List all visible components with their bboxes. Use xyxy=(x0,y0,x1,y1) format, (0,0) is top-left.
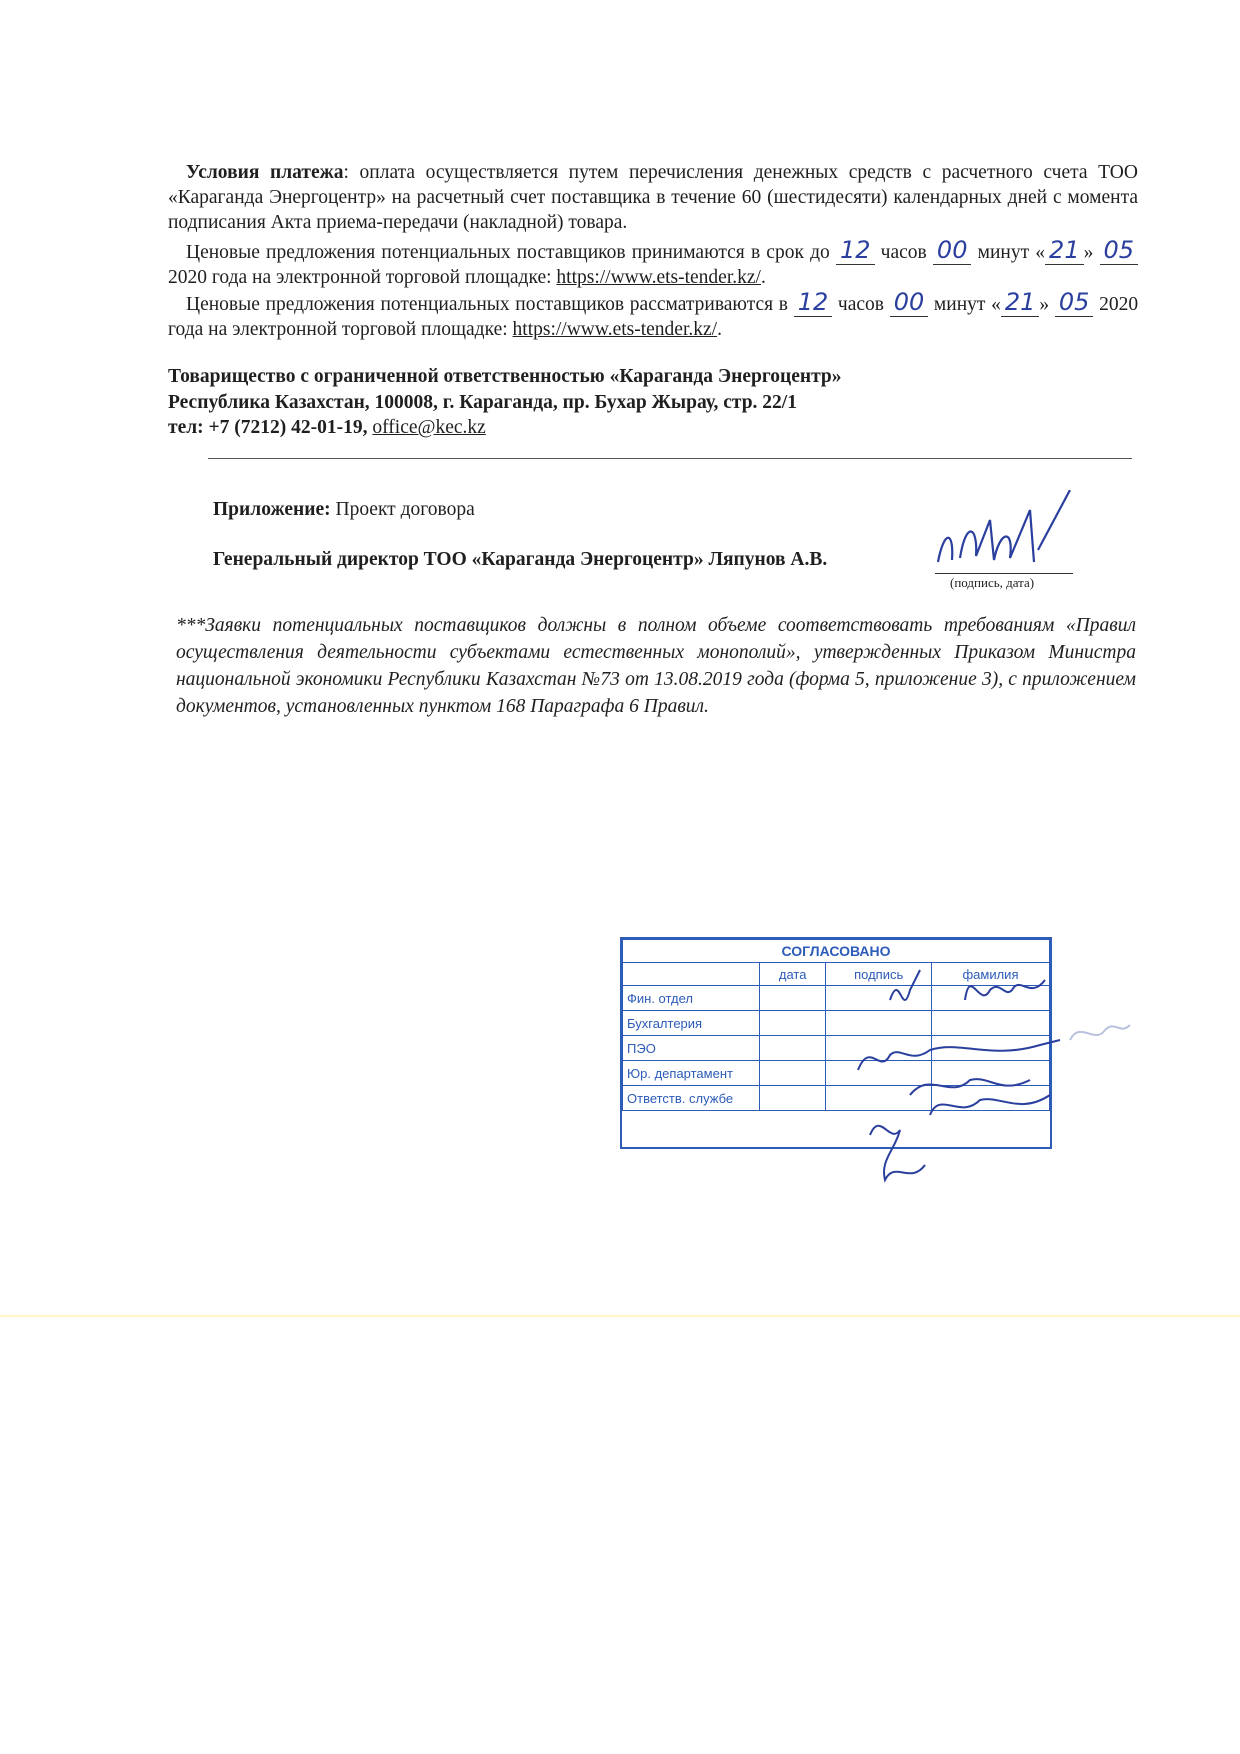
accept-deadline xyxy=(168,238,1138,290)
footnote: ***Заявки потенциальных поставщиков должны в полном объеме соответствовать требованиям «Правил осуществления деятельности субъектами естественных монополий», утвержденных Приказом Министра национальной экономики Республики Казахстан №73 от 13.08.2019 года (форма 5, приложение 3), с приложением документов, установленных пунктом 168 Параграфа 6 Правил. xyxy=(176,615,1136,717)
review-deadline xyxy=(168,290,1138,342)
review-minute: 00 xyxy=(890,288,929,317)
review-month: 05 xyxy=(1055,288,1094,317)
accept-month: 05 xyxy=(1100,236,1139,265)
separator-line xyxy=(208,458,1132,459)
stamp-row-label: Фин. отдел xyxy=(623,986,760,1011)
accept-url-link[interactable]: https://www.ets-tender.kz/ xyxy=(556,267,761,288)
accept-end: . xyxy=(760,267,766,288)
accept-hour: 12 xyxy=(836,236,875,265)
review-text-4: » xyxy=(1039,294,1050,315)
accept-text-4: » xyxy=(1083,242,1094,263)
review-text-3: минут « xyxy=(933,294,1001,315)
payment-label: Условия платежа xyxy=(186,162,344,183)
payment-text: : оплата осуществляется путем перечисления денежных средств с расчетного счета ТОО «Караганда Энергоцентр» на расчетный счет поставщика в течение 60 (шестидесяти) календарных дней с момента подписания Акта приема-передачи (накладной) товара. xyxy=(168,162,1138,233)
stamp-row-label: Ответств. службе xyxy=(623,1086,760,1111)
accept-day: 21 xyxy=(1045,236,1084,265)
company-phone-line xyxy=(168,415,842,441)
accept-text-1: Ценовые предложения потенциальных поставщиков принимаются в срок до xyxy=(186,242,830,263)
company-name: Товарищество с ограниченной ответственностью «Караганда Энергоцентр» xyxy=(168,366,842,387)
stamp-col-surname: фамилия xyxy=(931,963,1049,986)
director-line: Генеральный директор ТОО «Караганда Энергоцентр» Ляпунов А.В. xyxy=(213,549,828,570)
accept-text-3: минут « xyxy=(977,242,1046,263)
annex-line xyxy=(213,499,475,521)
scan-artifact-line xyxy=(0,1315,1240,1317)
review-text-1: Ценовые предложения потенциальных поставщиков рассматриваются в xyxy=(186,294,788,315)
payment-terms xyxy=(168,160,1138,235)
director-signature xyxy=(930,490,1080,580)
accept-text-2: часов xyxy=(880,242,927,263)
signature-caption: (подпись, дата) xyxy=(950,575,1035,590)
review-url-link[interactable]: https://www.ets-tender.kz/ xyxy=(512,319,718,340)
accept-text-5: 2020 года на электронной торговой площадке: xyxy=(168,267,552,288)
stamp-col-date: дата xyxy=(760,963,826,986)
company-contacts xyxy=(168,364,842,441)
approval-signatures xyxy=(840,950,1140,1210)
company-email-link[interactable]: office@kec.kz xyxy=(372,417,486,438)
review-text-5: 2020 года на электронной торговой площадке: xyxy=(168,294,1139,340)
annex-label: Приложение: xyxy=(213,499,331,520)
review-end: . xyxy=(717,319,722,340)
review-day: 21 xyxy=(1001,288,1040,317)
accept-minute: 00 xyxy=(933,236,972,265)
stamp-row-label: Юр. департамент xyxy=(623,1061,760,1086)
review-hour: 12 xyxy=(794,288,833,317)
stamp-corner xyxy=(623,963,760,986)
stamp-row-label: Бухгалтерия xyxy=(623,1011,760,1036)
company-phone: тел: +7 (7212) 42-01-19, xyxy=(168,417,368,438)
stamp-col-signature: подпись xyxy=(826,963,932,986)
annex-value: Проект договора xyxy=(335,499,475,520)
review-text-2: часов xyxy=(837,294,884,315)
company-address: Республика Казахстан, 100008, г. Караганда, пр. Бухар Жырау, стр. 22/1 xyxy=(168,391,797,413)
stamp-row-label: ПЭО xyxy=(623,1036,760,1061)
stamp-title: СОГЛАСОВАНО xyxy=(623,940,1050,963)
